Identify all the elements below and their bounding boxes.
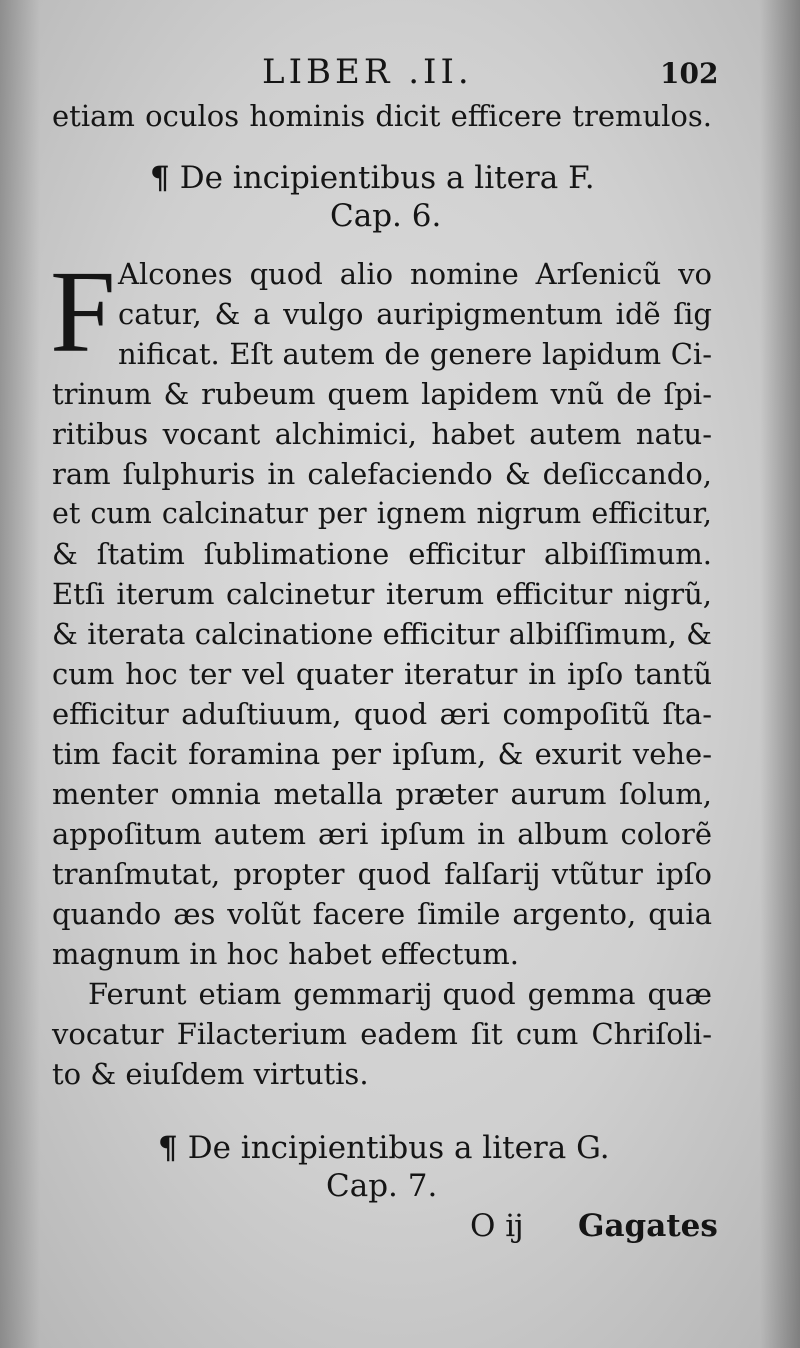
- chapter-label-6: Cap. 6.: [330, 198, 442, 234]
- text-line: etiam oculos hominis dicit efficere tremulos.: [52, 99, 712, 133]
- text-line: Alcones quod alio nomine Arſenicũ vo: [118, 257, 712, 291]
- text-line: ritibus vocant alchimici, habet autem natu-: [52, 417, 712, 451]
- text-line: vocatur Filacterium eadem ſit cum Chriſoli-: [52, 1017, 712, 1051]
- text-line: ram ſulphuris in calefaciendo & deſiccando,: [52, 457, 712, 491]
- chapter-label-7: Cap. 7.: [326, 1168, 438, 1204]
- text-line: trinum & rubeum quem lapidem vnũ de ſpi-: [52, 377, 712, 411]
- text-line: cum hoc ter vel quater iteratur in ipſo tantũ: [52, 657, 712, 691]
- text-line: tranſmutat, propter quod falſarĳ vtũtur ipſo: [52, 857, 712, 891]
- text-line: & ſtatim ſublimatione efficitur albiſſimum.: [52, 537, 712, 571]
- text-line: efficitur aduſtiuum, quod æri compoſitũ ſta-: [52, 697, 712, 731]
- section-heading-g: [158, 1126, 610, 1170]
- text-line: & iterata calcinatione efficitur albiſſimum, &: [52, 617, 712, 651]
- text-line: menter omnia metalla præter aurum ſolum,: [52, 777, 712, 811]
- text-line: Etſi iterum calcinetur iterum efficitur nigrũ,: [52, 577, 712, 611]
- page-header: [0, 52, 800, 92]
- folio-number: 102: [660, 57, 719, 90]
- text-line: Ferunt etiam gemmarĳ quod gemma quæ: [88, 977, 712, 1011]
- text-line: quando æs volũt facere ſimile argento, quia: [52, 897, 712, 931]
- catchword: Gagates: [578, 1208, 718, 1244]
- section-heading-f: [150, 156, 595, 200]
- pilcrow-mark: ¶: [158, 1130, 178, 1166]
- text-line: to & eiuſdem virtutis.: [52, 1057, 369, 1091]
- pilcrow-mark: ¶: [150, 160, 170, 196]
- page-left-shadow: [0, 0, 40, 1348]
- page-right-shadow: [760, 0, 800, 1348]
- text-line: catur, & a vulgo auripigmentum idẽ ſig: [118, 297, 712, 331]
- text-line: tim facit foramina per ipſum, & exurit vehe-: [52, 737, 712, 771]
- section-heading-text: De incipientibus a litera G.: [187, 1130, 610, 1166]
- running-head: LIBER .II.: [262, 52, 473, 92]
- text-line: appoſitum autem æri ipſum in album colorẽ: [52, 817, 712, 851]
- signature-mark: O ĳ: [470, 1208, 522, 1244]
- drop-cap-initial: F: [50, 246, 116, 377]
- text-line: et cum calcinatur per ignem nigrum efficitur,: [52, 497, 712, 530]
- text-line: nificat. Eſt autem de genere lapidum Ci-: [118, 337, 712, 371]
- section-heading-text: De incipientibus a litera F.: [179, 160, 595, 196]
- text-line: magnum in hoc habet effectum.: [52, 937, 519, 971]
